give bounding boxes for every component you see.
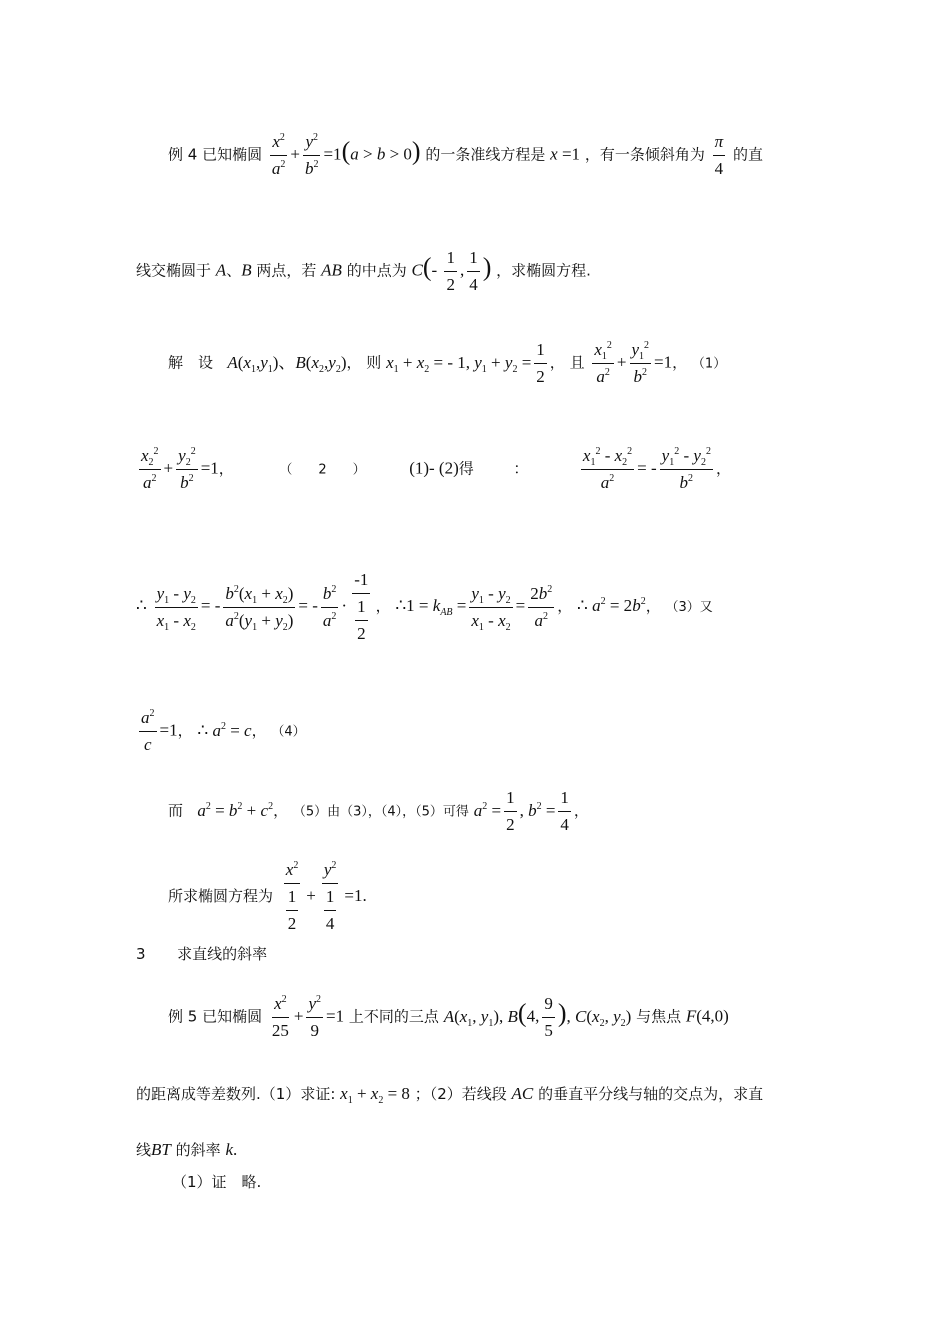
ex5-line1: 例 5 已知椭圆 $\frac{x^2}{25}$ + $\frac{y^2}{9}$ =1 上不同的三点 $A(x_1$, $y_1$), B(4, $\frac{9}{5}$ ), $C(x_2$, $y_2$) 与焦点 F(4,0): [168, 994, 729, 1040]
ex4-line2: 线交椭圆于 A、B 两点，若 AB 的中点为 C(- $\frac{1}{2}$ , $\frac{1}{4}$ ) ，求椭圆方程.: [136, 248, 591, 294]
sol-line5: 而 $a^2 = b^2 + c^2$， （5）由（3），（4），（5）可得 $a^2$ = $\frac{1}{2}$ , $b^2$ = $\frac{1}{4}$ ，: [168, 788, 589, 834]
ex4-line1: 例 4 已知椭圆 $\frac{x^2}{a^2}$ + $\frac{y^2}{b^2}$ =1(a > b > 0) 的一条准线方程是 x =1 ，有一条倾斜角为 $\frac{\pi}{4}$ 的直: [168, 132, 763, 178]
ex5-proof: （1）证 略.: [172, 1173, 262, 1191]
directrix-eq: x =1: [550, 144, 581, 164]
ellipse-formula: $\frac{x^2}{a^2}$: [271, 132, 286, 178]
result-line: 所求椭圆方程为 $\frac{x^2}{\frac{1}{2}}$ + $\frac{y^2}{\frac{1}{4}}$ =1.: [168, 860, 367, 933]
sol-line1: 解 设 $A(x_1,y_1)$、$B(x_2,y_2)$， 则 $x_1 + x_2$ = - 1, $y_1 + y_2$ = $\frac{1}{2}$ ， 且 $\frac{x_1^2}{a^2}$ + $\frac{y_1^2}{b^2}$ =1， （1）: [168, 340, 727, 386]
sol-line3: ∴ $\frac{y_1 - y_2}{x_1 - x_2}$ = - $\frac{b^2(x_1 + x_2)}{a^2(y_1 + y_2)}$ = - $\frac{b^2}{a^2}$ · $\frac{-1}{\frac{1}{2}}$ ， ∴1 = $k_{AB}$ = $\frac{y_1 - y_2}{x_1 - x_2}$ = $\frac{2b^2}{a^2}$ ， ∴ $a^2 = 2b^2$， （3）又: [136, 570, 713, 643]
ex5-line2: 的距离成等差数列.（1）求证: $x_1 + x_2 = 8$ ；（2）若线段 AC 的垂直平分线与轴的交点为，求直: [136, 1084, 764, 1106]
ex4-intro: 例 4 已知椭圆: [168, 145, 263, 164]
angle-pi-4: $\frac{\pi}{4}$: [714, 132, 724, 178]
ex5-line3: 线BT 的斜率 k.: [136, 1140, 238, 1159]
sol-line4: $\frac{a^2}{c}$ =1， ∴ $a^2 = c$， （4）: [141, 708, 306, 754]
section-3-heading: 3 求直线的斜率: [136, 945, 268, 963]
sol-line2: $\frac{x_2^2}{a^2}$ + $\frac{y_2^2}{b^2}$ =1， （ 2 ） (1)- (2)得 ： $\frac{x_1^2 - x_2^2}{a^2}$ = - $\frac{y_1^2 - y_2^2}{b^2}$ ，: [141, 446, 731, 492]
